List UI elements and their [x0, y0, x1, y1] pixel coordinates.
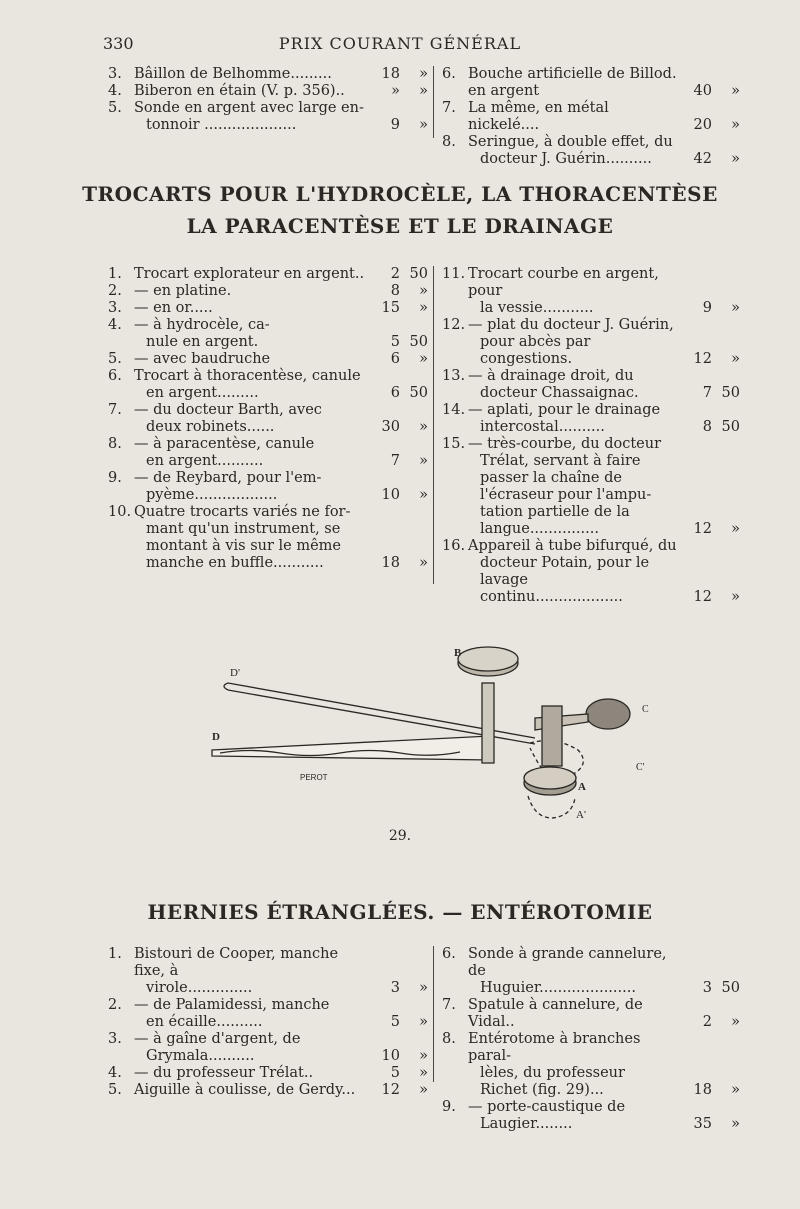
item-number: 6.	[442, 946, 456, 962]
item-description-line: — du professeur Trélat..	[134, 1065, 314, 1081]
item-price	[372, 980, 430, 997]
item-description-line: Entérotome à branches paral-	[468, 1031, 641, 1064]
item-description-line: — en or.....	[134, 300, 213, 316]
price-francs: 7	[702, 385, 712, 401]
item-description-line: Trocart courbe en argent, pour	[468, 266, 659, 299]
price-francs: 7	[390, 453, 400, 469]
item-description-line: montant à vis sur le même	[146, 538, 342, 554]
item-description-line: Biberon en étain (V. p. 356)..	[134, 83, 345, 99]
catalog-item	[108, 283, 430, 300]
price-centimes: »	[731, 589, 740, 605]
price-centimes: »	[731, 351, 740, 367]
figure-label-c: C	[642, 704, 649, 715]
item-price	[372, 1048, 430, 1065]
item-description-line: Trocart explorateur en argent..	[134, 266, 365, 282]
item-description-line: Richet (fig. 29)...	[480, 1082, 604, 1098]
item-price	[684, 980, 742, 997]
item-price	[684, 83, 742, 100]
item-description-line: pour abcès par congestions.	[480, 334, 591, 367]
price-centimes: »	[419, 351, 428, 367]
price-francs: 8	[702, 419, 712, 435]
catalog-item	[442, 100, 742, 134]
price-francs: 3	[390, 980, 400, 996]
price-centimes: 50	[721, 419, 740, 435]
item-description-line: tonnoir ....................	[146, 117, 297, 133]
item-price	[684, 1082, 742, 1099]
catalog-item	[442, 66, 742, 100]
catalog-item	[442, 1031, 742, 1099]
item-description-line: virole..............	[146, 980, 253, 996]
price-centimes: »	[419, 283, 428, 299]
item-price	[684, 117, 742, 134]
item-description-line: — porte-caustique de	[468, 1099, 626, 1115]
price-francs: 10	[381, 487, 400, 503]
price-centimes: »	[731, 1082, 740, 1098]
catalog-item	[442, 1099, 742, 1133]
item-description-line: manche en buffle...........	[146, 555, 324, 571]
item-description-line: pyème..................	[146, 487, 278, 503]
top-left-column	[108, 66, 430, 134]
item-price	[684, 351, 742, 368]
price-centimes: »	[419, 83, 428, 99]
item-description-line: — à paracentèse, canule	[134, 436, 315, 452]
catalog-item	[108, 436, 430, 470]
item-number: 8.	[108, 436, 122, 452]
item-description-line: en argent.........	[146, 385, 259, 401]
item-description-line: Sonde en argent avec large en-	[134, 100, 364, 116]
item-number: 5.	[108, 351, 122, 367]
item-description-line: — à drainage droit, du	[468, 368, 634, 384]
price-francs: 2	[702, 1014, 712, 1030]
price-francs: 12	[693, 351, 712, 367]
item-number: 7.	[108, 402, 122, 418]
item-number: 6.	[442, 66, 456, 82]
price-centimes: »	[731, 521, 740, 537]
item-price	[372, 283, 430, 300]
section-title-trocarts-line2: LA PARACENTÈSE ET LE DRAINAGE	[186, 214, 614, 238]
item-number: 16.	[442, 538, 466, 554]
trocarts-right-column	[442, 266, 742, 606]
item-description-line: La même, en métal nickelé....	[468, 100, 609, 133]
price-francs: »	[391, 83, 400, 99]
price-francs: 20	[693, 117, 712, 133]
price-centimes: »	[731, 151, 740, 167]
catalog-item	[442, 946, 742, 997]
item-description-line: — à gaîne d'argent, de	[134, 1031, 301, 1047]
price-francs: 3	[702, 980, 712, 996]
price-centimes: »	[419, 555, 428, 571]
item-price	[372, 1065, 430, 1082]
item-description-line: — à hydrocèle, ca-	[134, 317, 270, 333]
column-divider	[433, 266, 434, 584]
catalog-item	[442, 997, 742, 1031]
item-description-line: docteur J. Guérin..........	[480, 151, 652, 167]
item-description-line: Huguier.....................	[480, 980, 636, 996]
item-number: 5.	[108, 1082, 122, 1098]
item-price	[372, 66, 430, 83]
section-title-hernies: HERNIES ÉTRANGLÉES. — ENTÉROTOMIE	[147, 900, 653, 924]
item-number: 12.	[442, 317, 466, 333]
figure-label-a-prime: A'	[576, 809, 586, 821]
catalog-item	[108, 997, 430, 1031]
top-right-column	[442, 66, 742, 168]
price-centimes: »	[419, 1014, 428, 1030]
catalog-item	[442, 538, 742, 606]
item-price	[372, 300, 430, 317]
catalog-item	[442, 134, 742, 168]
item-price	[684, 300, 742, 317]
item-description-line: intercostal..........	[480, 419, 605, 435]
item-number: 5.	[108, 100, 122, 116]
price-centimes: 50	[409, 385, 428, 401]
item-price	[372, 1082, 430, 1099]
price-centimes: »	[419, 117, 428, 133]
item-description-line: deux robinets......	[146, 419, 275, 435]
price-francs: 30	[381, 419, 400, 435]
price-francs: 18	[381, 66, 400, 82]
figure-label-c-prime: C'	[636, 762, 645, 773]
item-price	[372, 555, 430, 572]
item-price	[372, 453, 430, 470]
item-price	[684, 1116, 742, 1133]
price-centimes: »	[731, 1014, 740, 1030]
item-description-line: Seringue, à double effet, du	[468, 134, 673, 150]
price-centimes: 50	[409, 266, 428, 282]
price-centimes: »	[731, 1116, 740, 1132]
price-centimes: »	[419, 300, 428, 316]
price-francs: 18	[693, 1082, 712, 1098]
engraver-signature: PEROT	[300, 773, 328, 782]
item-price	[372, 83, 430, 100]
item-number: 7.	[442, 997, 456, 1013]
price-centimes: »	[419, 453, 428, 469]
price-centimes: »	[419, 980, 428, 996]
price-francs: 5	[390, 1065, 400, 1081]
item-description-line: mant qu'un instrument, se	[146, 521, 341, 537]
hernies-item-list	[108, 946, 740, 1132]
item-description-line: langue...............	[480, 521, 599, 537]
price-centimes: »	[419, 1065, 428, 1081]
item-price	[684, 589, 742, 606]
catalog-item	[108, 300, 430, 317]
item-number: 4.	[108, 83, 122, 99]
price-francs: 9	[390, 117, 400, 133]
trocarts-left-column	[108, 266, 430, 572]
price-centimes: »	[731, 83, 740, 99]
item-description-line: — avec baudruche	[134, 351, 271, 367]
price-centimes: 50	[721, 980, 740, 996]
catalog-item	[108, 66, 430, 83]
catalog-item	[108, 100, 430, 134]
catalog-item	[108, 317, 430, 351]
item-number: 3.	[108, 66, 122, 82]
item-description-line: en écaille..........	[146, 1014, 263, 1030]
catalog-item	[108, 1065, 430, 1082]
item-description-line: — aplati, pour le drainage	[468, 402, 661, 418]
item-description-line: Bistouri de Cooper, manche fixe, à	[134, 946, 339, 979]
catalog-item	[108, 368, 430, 402]
item-number: 9.	[108, 470, 122, 486]
figure-label-d: D	[212, 731, 220, 743]
item-description-line: — en platine.	[134, 283, 232, 299]
item-number: 4.	[108, 317, 122, 333]
item-description-line: — de Palamidessi, manche	[134, 997, 330, 1013]
page-number: 330	[103, 34, 134, 53]
price-francs: 15	[381, 300, 400, 316]
item-description-line: Aiguille à coulisse, de Gerdy...	[134, 1082, 356, 1098]
item-number: 11.	[442, 266, 466, 282]
item-price	[372, 117, 430, 134]
price-francs: 6	[390, 351, 400, 367]
item-description-line: tation partielle de la	[480, 504, 630, 520]
price-centimes: »	[419, 1048, 428, 1064]
item-number: 14.	[442, 402, 466, 418]
item-description-line: continu...................	[480, 589, 623, 605]
hernies-left-column	[108, 946, 430, 1099]
item-description-line: — de Reybard, pour l'em-	[134, 470, 322, 486]
price-francs: 12	[381, 1082, 400, 1098]
catalog-item	[108, 470, 430, 504]
item-number: 2.	[108, 997, 122, 1013]
item-description-line: — plat du docteur J. Guérin,	[468, 317, 674, 333]
item-description-line: — du docteur Barth, avec	[134, 402, 322, 418]
item-price	[684, 151, 742, 168]
price-centimes: »	[419, 1082, 428, 1098]
catalog-item	[108, 351, 430, 368]
item-description-line: Sonde à grande cannelure, de	[468, 946, 667, 979]
enterotome-drawing	[190, 638, 670, 838]
figure-label-d-prime: D'	[230, 667, 240, 679]
item-description-line: Trélat, servant à faire	[480, 453, 641, 469]
item-number: 3.	[108, 300, 122, 316]
running-head	[0, 34, 800, 58]
figure-label-b: B	[454, 647, 462, 659]
item-number: 2.	[108, 283, 122, 299]
price-francs: 35	[693, 1116, 712, 1132]
item-description-line: Trocart à thoracentèse, canule	[134, 368, 361, 384]
price-centimes: »	[731, 117, 740, 133]
item-number: 15.	[442, 436, 466, 452]
catalog-item	[442, 266, 742, 317]
item-description-line: docteur Potain, pour le lavage	[480, 555, 650, 588]
item-price	[372, 266, 430, 283]
price-francs: 6	[390, 385, 400, 401]
item-description-line: Laugier........	[480, 1116, 573, 1132]
item-description-line: docteur Chassaignac.	[480, 385, 639, 401]
column-divider	[433, 66, 434, 138]
item-price	[684, 385, 742, 402]
figure-label-a: A	[578, 781, 586, 793]
price-francs: 42	[693, 151, 712, 167]
catalog-item	[442, 317, 742, 368]
item-number: 10.	[108, 504, 132, 520]
item-price	[372, 1014, 430, 1031]
item-description-line: nule en argent.	[146, 334, 259, 350]
price-centimes: 50	[721, 385, 740, 401]
item-number: 9.	[442, 1099, 456, 1115]
item-description-line: Appareil à tube bifurqué, du	[468, 538, 677, 554]
item-number: 1.	[108, 266, 122, 282]
item-price	[684, 1014, 742, 1031]
catalog-item	[108, 946, 430, 997]
item-number: 6.	[108, 368, 122, 384]
price-francs: 5	[390, 1014, 400, 1030]
catalog-item	[108, 504, 430, 572]
page-title: PRIX COURANT GÉNÉRAL	[278, 34, 522, 53]
item-number: 4.	[108, 1065, 122, 1081]
price-francs: 5	[390, 334, 400, 350]
figure-caption: 29.	[388, 828, 412, 844]
item-price	[684, 521, 742, 538]
item-description-line: en argent..........	[146, 453, 264, 469]
price-francs: 2	[390, 266, 400, 282]
price-centimes: 50	[409, 334, 428, 350]
item-description-line: passer la chaîne de	[480, 470, 622, 486]
item-number: 8.	[442, 134, 456, 150]
item-description-line: — très-courbe, du docteur	[468, 436, 662, 452]
price-francs: 12	[693, 589, 712, 605]
item-description-line: Spatule à cannelure, de Vidal..	[468, 997, 643, 1030]
price-francs: 12	[693, 521, 712, 537]
item-description-line: lèles, du professeur	[480, 1065, 625, 1081]
price-francs: 8	[390, 283, 400, 299]
item-price	[372, 351, 430, 368]
catalog-item	[108, 266, 430, 283]
column-divider	[433, 946, 434, 1082]
item-description-line: Bâillon de Belhomme.........	[134, 66, 332, 82]
item-price	[372, 487, 430, 504]
price-centimes: »	[731, 300, 740, 316]
catalog-item	[442, 368, 742, 402]
catalog-item	[442, 436, 742, 538]
price-francs: 10	[381, 1048, 400, 1064]
item-number: 3.	[108, 1031, 122, 1047]
item-number: 7.	[442, 100, 456, 116]
item-price	[372, 334, 430, 351]
catalog-item	[108, 402, 430, 436]
price-centimes: »	[419, 66, 428, 82]
item-description-line: Quatre trocarts variés ne for-	[134, 504, 351, 520]
item-number: 1.	[108, 946, 122, 962]
catalog-item	[108, 83, 430, 100]
catalog-item	[108, 1082, 430, 1099]
top-item-list	[108, 66, 740, 167]
item-description-line: l'écraseur pour l'ampu-	[480, 487, 652, 503]
item-price	[372, 419, 430, 436]
item-description-line: la vessie...........	[480, 300, 594, 316]
item-number: 8.	[442, 1031, 456, 1047]
catalog-item	[108, 1031, 430, 1065]
price-francs: 9	[702, 300, 712, 316]
price-francs: 40	[693, 83, 712, 99]
trocarts-item-list	[108, 266, 740, 605]
price-francs: 18	[381, 555, 400, 571]
hernies-right-column	[442, 946, 742, 1133]
item-description-line: Bouche artificielle de Billod. en argent	[468, 66, 677, 99]
price-centimes: »	[419, 419, 428, 435]
section-title-trocarts-line1: TROCARTS POUR L'HYDROCÈLE, LA THORACENTÈSE	[82, 182, 718, 206]
enterotome-illustration	[190, 638, 670, 838]
item-price	[372, 385, 430, 402]
item-price	[684, 419, 742, 436]
item-description-line: Grymala..........	[146, 1048, 255, 1064]
catalog-item	[442, 402, 742, 436]
price-centimes: »	[419, 487, 428, 503]
item-number: 13.	[442, 368, 466, 384]
